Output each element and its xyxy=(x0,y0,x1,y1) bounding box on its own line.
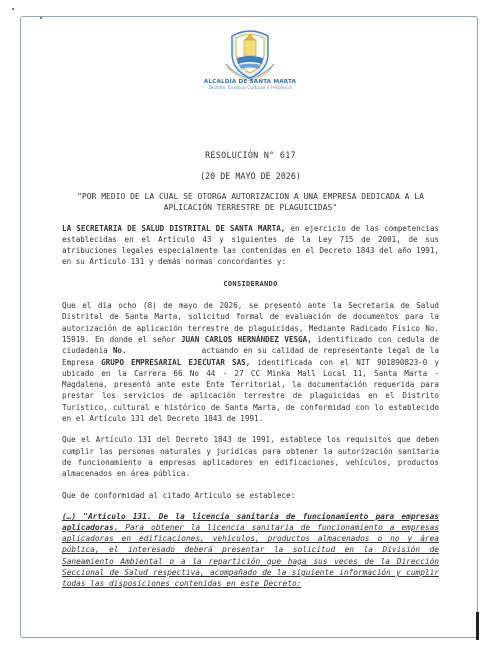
considering-paragraph-3: Que de conformidad al citado Artículo se establece: xyxy=(62,490,296,500)
article-quote xyxy=(62,511,439,589)
resolution-date: (20 DE MAYO DE 2026) xyxy=(200,171,301,182)
para1-text-c: actuando en su calidad de representante legal de la Empresa xyxy=(62,346,439,367)
para1-text-d: identificada con el NIT 901890823-0 y ubicado en la Carrera 66 No 44 - 27 CC Minka Mall Local 11, Santa Marta - Magdalena, presentó ante este Ente Territorial, la documentación requerida para prestar los servicios de aplicación terrestre de plaguicidas en el Distrito Turístico, cultural e histórico de Santa Marta, de conformidad con lo establecido en el Artículo 131 del Decreto 1843 de 1991. xyxy=(62,357,439,424)
document-body xyxy=(62,150,439,589)
alcaldia-seal-logo xyxy=(222,24,278,82)
para1-text-b: identificado con cedula de ciudadanía xyxy=(62,334,439,356)
page-edge-mark xyxy=(476,612,479,640)
issuer-name: LA SECRETARIA DE SALUD DISTRITAL DE SANTA MARTA, xyxy=(62,223,286,233)
applicant-name: JUAN CARLOS HERNÁNDEZ VESGA, xyxy=(180,334,312,344)
resolution-subject: "POR MEDIO DE LA CUAL SE OTORGA AUTORIZACION A UNA EMPRESA DEDICADA A LA APLICACIÓN TERRESTRE DE PLAGUICIDAS" xyxy=(77,191,424,212)
company-name: GRUPO EMPRESARIAL EJECUTAR SAS, xyxy=(101,357,251,367)
considering-paragraph-2: Que el Artículo 131 del Decreto 1843 de 1991, establece los requisitos que deben cumplir las personas naturales y jurídicas para obtener la autorización sanitaria de funcionamiento a empresas aplicadores en edificaciones, vehículos, productos almacenados en área pública. xyxy=(62,435,439,479)
scan-speck xyxy=(12,8,14,10)
resolution-title: RESOLUCIÓN N° 617 xyxy=(205,150,296,160)
intro-paragraph xyxy=(62,223,439,268)
considering-paragraph-1 xyxy=(62,300,439,424)
organization-subtitle: Distrito Turístico Cultural e Histórico xyxy=(208,86,292,91)
article-quote-text: Para obtener la licencia sanitaria de funcionamiento a empresas aplicadoras en edificaciones, vehículos, productos almacenados o no y área pública, el interesado deberá presentar la solicitud en la División de Saneamiento Ambiental o a la repartición que haga sus veces de la Dirección Seccional de Salud respectiva, acompañado de la siguiente información y cumplir todas las disposiciones contenidas en este Decreto: xyxy=(62,523,439,589)
considerando-heading: CONSIDERANDO xyxy=(223,279,278,288)
intro-text: en ejercicio de las competencias establecidas en el Artículo 43 y siguientes de la Ley 715 de 2001, de sus atribuciones legales especialmente las contenidas en el Decreto 1843 del año 1991, en su Artículo 131 y demás normas concordantes y: xyxy=(62,223,439,267)
organization-name: ALCALDÍA DE SANTA MARTA xyxy=(203,79,297,85)
article-quote-lead: (…) "Artículo 131. De la licencia sanitaria de funcionamiento para empresas aplicadoras. xyxy=(62,511,439,533)
id-number-label: No. xyxy=(112,346,127,356)
para1-text-a: Que el día ocho (8) de mayo de 2026, se presentó ante la Secretaria de Salud Distrital de Santa Marta, solicitud formal de evaluación de documentos para la autorización de aplicación terrestre de plaguicidas, Mediante Radicado Físico No. 15919. En donde el señor xyxy=(62,301,439,344)
